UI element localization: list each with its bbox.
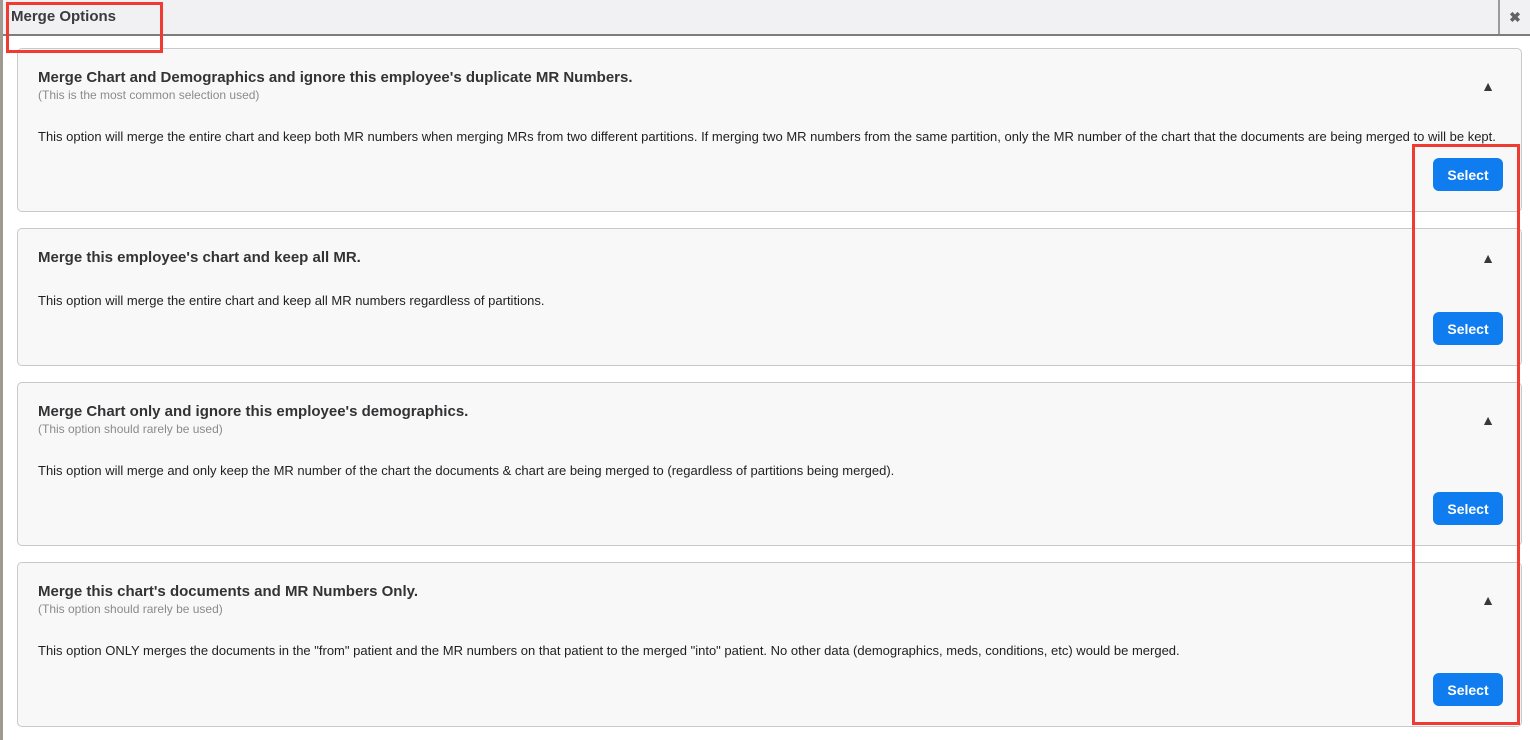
dialog-titlebar (3, 0, 1530, 36)
option-card-merge-chart-only (17, 382, 1522, 546)
option-description: This option will merge and only keep the MR number of the chart the documents & chart are being merged to (regardless of partitions being merged). (38, 463, 895, 478)
option-title: Merge Chart only and ignore this employee's demographics. (38, 403, 469, 420)
close-icon: ✖ (1509, 9, 1521, 25)
option-card-merge-chart-keep-all-mr (17, 228, 1522, 366)
collapse-arrow-icon[interactable]: ▲ (1481, 250, 1495, 266)
option-description: This option will merge the entire chart and keep all MR numbers regardless of partitions. (38, 293, 545, 308)
option-card-header (38, 249, 1503, 267)
option-title: Merge this employee's chart and keep all MR. (38, 249, 361, 266)
option-subtitle: (This option should rarely be used) (38, 422, 223, 436)
option-title: Merge this chart's documents and MR Numbers Only. (38, 583, 419, 600)
collapse-arrow-icon[interactable]: ▲ (1481, 78, 1495, 94)
dialog-title: Merge Options (11, 8, 117, 25)
options-list (3, 36, 1530, 727)
select-button[interactable]: Select (1433, 673, 1503, 706)
option-subtitle: (This option should rarely be used) (38, 602, 223, 616)
option-card-merge-chart-and-demographics (17, 48, 1522, 212)
option-card-header (38, 69, 1503, 103)
option-title: Merge Chart and Demographics and ignore this employee's duplicate MR Numbers. (38, 69, 633, 86)
close-button[interactable] (1498, 0, 1530, 34)
option-description: This option ONLY merges the documents in the "from" patient and the MR numbers on that patient to the merged "into" patient. No other data (demographics, meds, conditions, etc) would be merged. (38, 643, 1180, 658)
option-card-header (38, 403, 1503, 437)
option-card-merge-documents-and-mr-only (17, 562, 1522, 727)
select-button[interactable]: Select (1433, 492, 1503, 525)
select-button[interactable]: Select (1433, 158, 1503, 191)
collapse-arrow-icon[interactable]: ▲ (1481, 412, 1495, 428)
option-description: This option will merge the entire chart and keep both MR numbers when merging MRs from two different partitions. If merging two MR numbers from the same partition, only the MR number of the chart that the documents are being merged to will be kept. (38, 129, 1496, 144)
option-subtitle: (This is the most common selection used) (38, 88, 260, 102)
select-button[interactable]: Select (1433, 312, 1503, 345)
collapse-arrow-icon[interactable]: ▲ (1481, 592, 1495, 608)
option-card-header (38, 583, 1503, 617)
